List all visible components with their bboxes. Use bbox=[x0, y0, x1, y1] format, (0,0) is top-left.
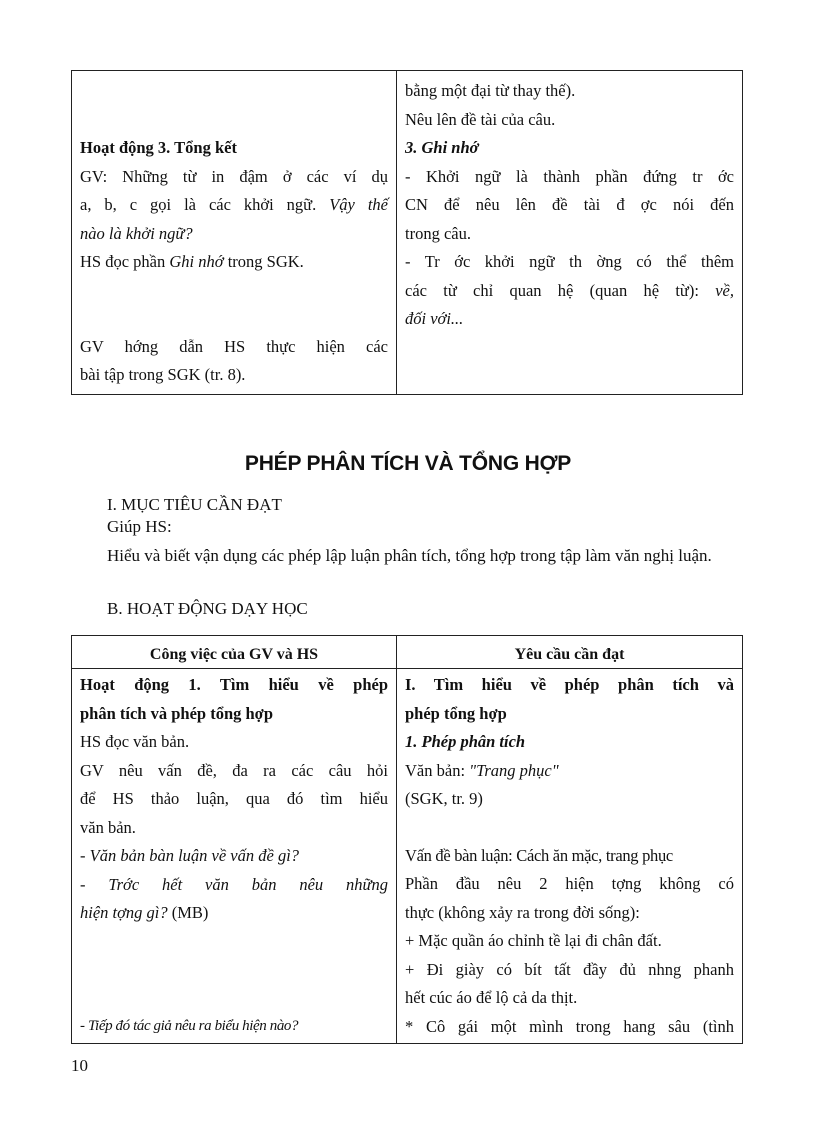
spacer bbox=[80, 984, 388, 1012]
text-run: các từ chỉ quan hệ (quan hệ từ): bbox=[405, 280, 716, 300]
text-line: GV: Những từ in đậm ở các ví dụ bbox=[80, 166, 388, 186]
question-line: - Tiếp đó tác giả nêu ra biểu hiện nào? bbox=[80, 1017, 299, 1034]
text-line: CN để nêu lên đề tài đ ợc nói đến bbox=[405, 195, 734, 214]
clipped-line-wrap bbox=[80, 1012, 388, 1040]
text-line: (SGK, tr. 9) bbox=[405, 789, 483, 808]
section-heading-objectives: I. MỤC TIÊU CẦN ĐẠT bbox=[107, 495, 282, 514]
blank-line bbox=[80, 106, 388, 135]
text-line bbox=[80, 191, 388, 220]
activity-1-heading: Hoạt động 1. Tìm hiểu về phép bbox=[80, 675, 388, 694]
text-line: GV hớng dẫn HS thực hiện các bbox=[80, 336, 388, 356]
text-run: a, b, c gọi là các khởi ngữ. bbox=[80, 195, 330, 214]
summary-table bbox=[71, 70, 743, 395]
subsection-heading: 1. Phép phân tích bbox=[405, 732, 526, 751]
activity-1-heading-cont: phân tích và phép tổng hợp bbox=[80, 703, 273, 723]
italic-run: về, bbox=[715, 280, 734, 300]
text-line: Vấn đề bàn luận: Cách ăn mặc, trang phục bbox=[405, 845, 673, 865]
activities-left-cell bbox=[72, 669, 397, 1044]
text-run: Văn bản: bbox=[405, 760, 470, 780]
ghi-nho-heading: 3. Ghi nhớ bbox=[405, 138, 479, 157]
spacer bbox=[80, 928, 388, 956]
spacer bbox=[80, 277, 388, 305]
summary-right-cell bbox=[397, 71, 743, 395]
text-line bbox=[80, 248, 388, 277]
section-heading-cont: phép tổng hợp bbox=[405, 703, 507, 723]
section-heading: I. Tìm hiểu về phép phân tích và bbox=[405, 675, 734, 694]
ghi-nho-italic: Ghi nhớ bbox=[169, 252, 224, 271]
activities-table bbox=[71, 635, 743, 1044]
text-line: văn bản. bbox=[80, 817, 136, 837]
text-line: Nêu lên đề tài của câu. bbox=[405, 109, 556, 129]
text-run: trong SGK. bbox=[223, 252, 304, 271]
text-line: hết cúc áo để lộ cả da thịt. bbox=[405, 988, 578, 1007]
blank-line bbox=[80, 77, 388, 106]
lesson-title: PHÉP PHÂN TÍCH VÀ TỔNG HỢP bbox=[244, 452, 572, 475]
text-line: Phần đầu nêu 2 hiện tợng không có bbox=[405, 874, 734, 893]
text-line: bài tập trong SGK (tr. 8). bbox=[80, 365, 246, 384]
section-heading-activities: B. HOẠT ĐỘNG DẠY HỌC bbox=[107, 599, 308, 618]
text-run: HS đọc phần bbox=[80, 252, 170, 271]
clipped-line-wrap bbox=[405, 1013, 734, 1041]
spacer bbox=[405, 814, 734, 842]
spacer bbox=[80, 956, 388, 984]
summary-left-cell bbox=[72, 71, 397, 395]
text-line: GV nêu vấn đề, đa ra các câu hỏi bbox=[80, 760, 388, 780]
text-line: + Đi giày có bít tất đầy đủ nhng phanh bbox=[405, 959, 734, 979]
question-line: - Trớc hết văn bản nêu những bbox=[80, 874, 388, 894]
question-line: - Văn bản bàn luận về vấn đề gì? bbox=[80, 846, 300, 865]
text-line: + Mặc quần áo chỉnh tề lại đi chân đất. bbox=[405, 931, 662, 950]
question-italic: hiện tợng gì? bbox=[80, 903, 168, 922]
text-line: trong câu. bbox=[405, 223, 471, 243]
text-line bbox=[405, 757, 734, 786]
header-left: Công việc của GV và HS bbox=[72, 636, 397, 669]
activities-right-cell bbox=[397, 669, 743, 1044]
text-line: bằng một đại từ thay thế). bbox=[405, 81, 576, 100]
text-run: (MB) bbox=[167, 903, 209, 922]
intro-text: Giúp HS: bbox=[107, 517, 172, 536]
text-line: để HS thảo luận, qua đó tìm hiểu bbox=[80, 789, 388, 808]
text-line: - Tr ớc khởi ngữ th ờng có thể thêm bbox=[405, 252, 734, 271]
italic-line: đối với... bbox=[405, 309, 464, 328]
page-number: 10 bbox=[71, 1056, 88, 1075]
activity-3-heading: Hoạt động 3. Tổng kết bbox=[80, 138, 237, 157]
text-line bbox=[405, 277, 734, 306]
text-line: thực (không xảy ra trong đời sống): bbox=[405, 902, 640, 922]
header-right: Yêu cầu cần đạt bbox=[397, 636, 743, 669]
spacer bbox=[80, 305, 388, 333]
text-line: * Cô gái một mình trong hang sâu (tình bbox=[405, 1016, 734, 1036]
text-line: HS đọc văn bản. bbox=[80, 732, 190, 751]
question-italic: Vậy thế bbox=[329, 195, 388, 214]
text-line: - Khởi ngữ là thành phần đứng tr ớc bbox=[405, 166, 734, 186]
question-line bbox=[80, 899, 388, 928]
question-italic-line: nào là khởi ngữ? bbox=[80, 223, 193, 243]
objective-paragraph: Hiểu và biết vận dụng các phép lập luận phân tích, tổng hợp trong tập làm văn nghị luận. bbox=[107, 546, 712, 565]
text-title-italic: "Trang phục" bbox=[469, 760, 559, 780]
